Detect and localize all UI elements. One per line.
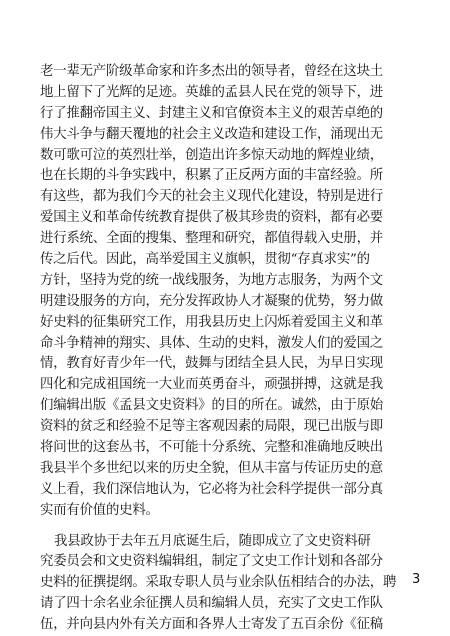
- text-line: 情，教育好青少年一代，鼓舞与团结全县人民，为早日实现: [40, 356, 383, 372]
- text-line: 史料的征撰提纲。采取专职人员与业余队伍相结合的办法，聘: [40, 575, 397, 591]
- text-line: 究委员会和文史资料编辑组，制定了文史工作计划和各部分: [40, 554, 383, 570]
- text-line: 也在长期的斗争实践中，积累了正反两方面的丰富经验。所: [40, 168, 383, 184]
- text-line: 义上看，我们深信地认为，它必将为社会科学提供一部分真: [40, 481, 383, 497]
- text-line: 爱国主义和革命传统教育提供了极其珍贵的资料，都有必要: [40, 210, 383, 226]
- text-line: 行了推翻帝国主义、封建主义和官僚资本主义的艰苦卓绝的: [40, 105, 383, 121]
- text-line: 好史料的征集研究工作，用我县历史上闪烁着爱国主义和革: [40, 314, 383, 330]
- text-line: 明建设服务的方向，充分发挥政协人才凝聚的优势，努力做: [40, 293, 383, 309]
- text-line: 实而有价值的史料。: [40, 502, 159, 518]
- body-text: [40, 62, 416, 636]
- text-line: 四化和完成祖国统一大业而英勇奋斗，顽强拼搏，这就是我: [40, 377, 383, 393]
- page-number: 3: [412, 572, 421, 587]
- text-line: 我县政协于去年五月底诞生后，随即成立了文史资料研: [54, 533, 371, 549]
- text-line: 传之后代。因此，高举爱国主义旗帜，贯彻“存真求实”的: [40, 252, 370, 268]
- text-line: 方针，坚持为党的统一战线服务，为地方志服务，为两个文: [40, 272, 383, 288]
- text-line: 老一辈无产阶级革命家和许多杰出的领导者，曾经在这块土: [40, 64, 383, 79]
- text-line: 请了四十余名业余征撰人员和编辑人员，充实了文史工作队: [40, 596, 383, 612]
- paragraph-gap: [40, 522, 416, 532]
- text-line: 伍，并向县内外有关方面和各界人士寄发了五百余份《征稿: [40, 617, 383, 633]
- text-line: 资料的贫乏和经验不足等主客观因素的局限，现已出版与即: [40, 419, 383, 435]
- text-line: 数可歌可泣的英烈壮举，创造出许多惊天动地的辉煌业绩，: [40, 147, 383, 163]
- text-line: 我县半个多世纪以来的历史全貌，但从丰富与传证历史的意: [40, 460, 383, 476]
- text-line: 进行系统、全面的搜集、整理和研究，都值得载入史册，并: [40, 231, 383, 247]
- text-line: 有这些，都为我们今天的社会主义现代化建设，特别是进行: [40, 189, 383, 205]
- text-line: 伟大斗争与翻天覆地的社会主义改造和建设工作，涌现出无: [40, 126, 383, 142]
- text-line: 命斗争精神的翔实、具体、生动的史料，激发人们的爱国之: [40, 335, 383, 351]
- text-line: 地上留下了光辉的足迹。英雄的孟县人民在党的领导下，进: [40, 84, 383, 100]
- text-line: 将问世的这套丛书，不可能十分系统、完整和准确地反映出: [40, 440, 383, 456]
- text-line: 们编辑出版《孟县文史资料》的目的所在。诚然，由于原始: [40, 398, 383, 414]
